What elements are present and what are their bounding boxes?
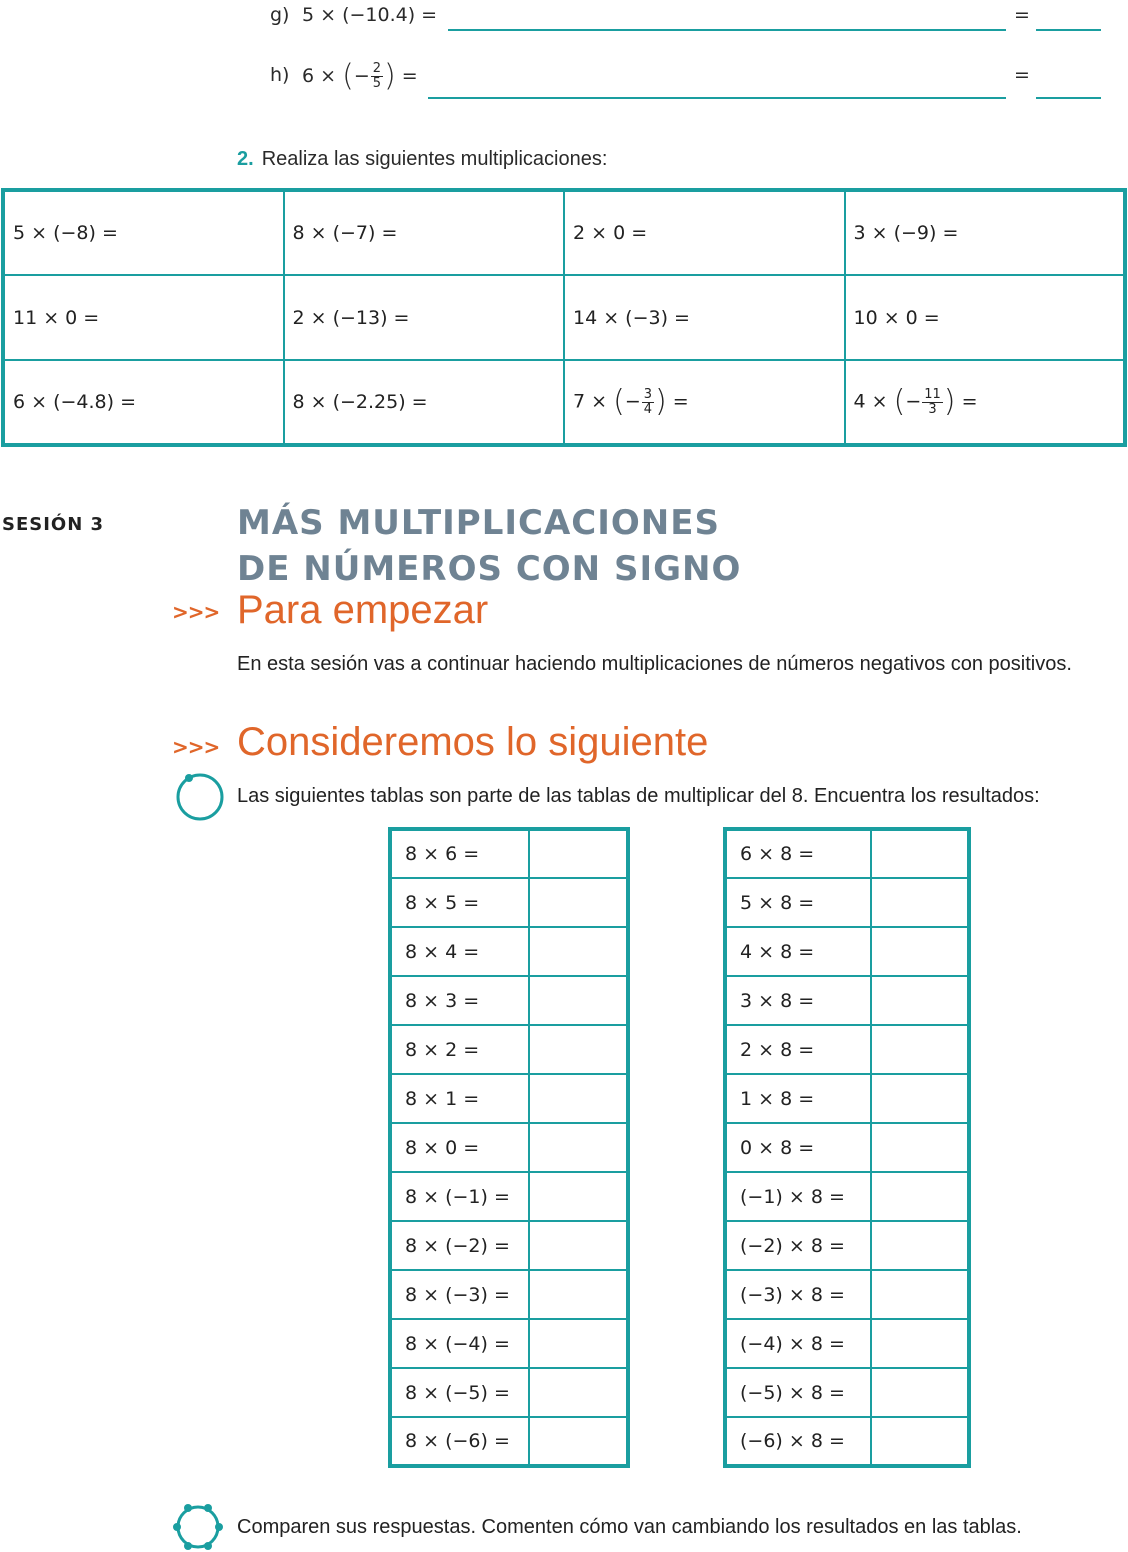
table-row xyxy=(390,1025,628,1074)
table-cell[interactable]: 2 × (−13) = xyxy=(284,275,565,360)
answer-cell[interactable] xyxy=(529,1221,628,1270)
exercise-2-heading xyxy=(237,148,607,171)
multiplication-question: 8 × 5 = xyxy=(390,878,529,927)
multiplication-question: 1 × 8 = xyxy=(725,1074,871,1123)
answer-cell[interactable] xyxy=(871,1270,969,1319)
table-row xyxy=(390,1319,628,1368)
multiplication-question: (−1) × 8 = xyxy=(725,1172,871,1221)
group-circle-icon xyxy=(170,1502,226,1552)
answer-cell[interactable] xyxy=(529,927,628,976)
fraction xyxy=(371,62,383,91)
exercise-g-answer-line[interactable] xyxy=(448,29,1006,31)
cell-after: = xyxy=(672,390,689,413)
exercise-h-result-line[interactable] xyxy=(1036,97,1101,99)
para-empezar-text: En esta sesión vas a continuar haciendo multiplicaciones de números negativos con positivos. xyxy=(237,653,1072,675)
answer-cell[interactable] xyxy=(871,927,969,976)
table-row xyxy=(725,1074,969,1123)
consideremos-heading: Consideremos lo siguiente xyxy=(237,720,709,764)
exercise-h-expression xyxy=(302,56,418,96)
exercise-2-table xyxy=(1,188,1127,447)
close-paren: ) xyxy=(655,384,667,419)
table-row xyxy=(725,927,969,976)
answer-cell[interactable] xyxy=(871,1123,969,1172)
answer-cell[interactable] xyxy=(529,1368,628,1417)
close-paren: ) xyxy=(943,384,956,419)
table-row xyxy=(390,976,628,1025)
table-row xyxy=(725,1270,969,1319)
table-row xyxy=(725,1025,969,1074)
exercise-number: 2. xyxy=(237,148,254,170)
table-row xyxy=(725,1123,969,1172)
multiplication-question: 8 × (−3) = xyxy=(390,1270,529,1319)
session-title-line-2: DE NÚMEROS CON SIGNO xyxy=(237,549,742,589)
multiplication-table-left xyxy=(388,827,630,1468)
table-cell[interactable]: 14 × (−3) = xyxy=(564,275,845,360)
fraction-numerator: 11 xyxy=(924,386,941,402)
consideremos-arrows: >>> xyxy=(172,735,220,759)
table-row xyxy=(3,275,1125,360)
table-cell[interactable]: 8 × (−2.25) = xyxy=(284,360,565,445)
answer-cell[interactable] xyxy=(871,829,969,878)
answer-cell[interactable] xyxy=(871,976,969,1025)
answer-cell[interactable] xyxy=(529,1417,628,1466)
answer-cell[interactable] xyxy=(871,1172,969,1221)
multiplication-question: 8 × 0 = xyxy=(390,1123,529,1172)
table-row xyxy=(390,1123,628,1172)
answer-cell[interactable] xyxy=(529,1123,628,1172)
minus-sign: − xyxy=(624,390,641,413)
table-cell[interactable]: 3 × (−9) = xyxy=(845,190,1126,275)
answer-cell[interactable] xyxy=(529,878,628,927)
table-row xyxy=(725,1319,969,1368)
table-cell-fraction[interactable] xyxy=(564,360,845,445)
exercise-h-after: = xyxy=(401,65,418,87)
open-paren: ( xyxy=(893,384,906,419)
close-paren: ) xyxy=(384,58,396,94)
table-row xyxy=(3,190,1125,275)
multiplication-question: (−2) × 8 = xyxy=(725,1221,871,1270)
table-row xyxy=(725,1417,969,1466)
multiplication-question: 8 × 6 = xyxy=(390,829,529,878)
multiplication-question: 8 × (−6) = xyxy=(390,1417,529,1466)
multiplication-question: 8 × 2 = xyxy=(390,1025,529,1074)
minus-sign: − xyxy=(353,65,370,87)
answer-cell[interactable] xyxy=(871,1417,969,1466)
table-cell-fraction[interactable] xyxy=(845,360,1126,445)
answer-cell[interactable] xyxy=(529,976,628,1025)
exercise-g-label: g) xyxy=(270,4,290,26)
multiplication-table-right xyxy=(723,827,971,1468)
table-row xyxy=(390,1074,628,1123)
table-row xyxy=(725,829,969,878)
multiplication-question: 5 × 8 = xyxy=(725,878,871,927)
exercise-h-label: h) xyxy=(270,64,290,86)
exercise-h-left: 6 × xyxy=(302,65,337,87)
multiplication-question: 8 × 3 = xyxy=(390,976,529,1025)
fraction-denominator: 5 xyxy=(372,76,382,91)
multiplication-question: 8 × (−5) = xyxy=(390,1368,529,1417)
fraction-denominator: 3 xyxy=(928,401,937,417)
table-row xyxy=(3,360,1125,445)
table-row xyxy=(390,1221,628,1270)
exercise-instruction: Realiza las siguientes multiplicaciones: xyxy=(261,148,608,170)
multiplication-question: 8 × (−2) = xyxy=(390,1221,529,1270)
cell-left: 4 × xyxy=(853,390,888,413)
footer-text: Comparen sus respuestas. Comenten cómo van cambiando los resultados en las tablas. xyxy=(237,1516,1022,1538)
multiplication-question: (−6) × 8 = xyxy=(725,1417,871,1466)
cell-after: = xyxy=(961,390,978,413)
table-row xyxy=(725,976,969,1025)
multiplication-question: 4 × 8 = xyxy=(725,927,871,976)
single-circle-icon xyxy=(174,771,226,823)
table-cell[interactable]: 2 × 0 = xyxy=(564,190,845,275)
answer-cell[interactable] xyxy=(529,1319,628,1368)
multiplication-question: (−5) × 8 = xyxy=(725,1368,871,1417)
answer-cell[interactable] xyxy=(871,1319,969,1368)
multiplication-question: (−3) × 8 = xyxy=(725,1270,871,1319)
session-title xyxy=(237,500,741,592)
answer-cell[interactable] xyxy=(529,829,628,878)
cell-left: 7 × xyxy=(573,390,608,413)
table-row xyxy=(390,1172,628,1221)
table-cell[interactable]: 5 × (−8) = xyxy=(3,190,284,275)
consideremos-text: Las siguientes tablas son parte de las tablas de multiplicar del 8. Encuentra los resultados: xyxy=(237,785,1040,807)
multiplication-question: 3 × 8 = xyxy=(725,976,871,1025)
multiplication-question: 8 × 4 = xyxy=(390,927,529,976)
para-empezar-heading: Para empezar xyxy=(237,588,489,632)
multiplication-question: 0 × 8 = xyxy=(725,1123,871,1172)
table-row xyxy=(725,1172,969,1221)
table-row xyxy=(390,927,628,976)
table-row xyxy=(390,878,628,927)
multiplication-question: 8 × (−1) = xyxy=(390,1172,529,1221)
answer-cell[interactable] xyxy=(871,1074,969,1123)
session-title-line-1: MÁS MULTIPLICACIONES xyxy=(237,503,720,543)
table-row xyxy=(725,1221,969,1270)
answer-cell[interactable] xyxy=(871,878,969,927)
answer-cell[interactable] xyxy=(529,1270,628,1319)
answer-cell[interactable] xyxy=(871,1221,969,1270)
fraction xyxy=(922,388,943,417)
exercise-h-answer-line[interactable] xyxy=(428,97,1006,99)
fraction-denominator: 4 xyxy=(643,401,653,417)
multiplication-question: 8 × (−4) = xyxy=(390,1319,529,1368)
table-cell[interactable]: 6 × (−4.8) = xyxy=(3,360,284,445)
table-row xyxy=(390,1270,628,1319)
fraction xyxy=(642,388,654,417)
answer-cell[interactable] xyxy=(529,1074,628,1123)
exercise-h-equals: = xyxy=(1014,64,1030,86)
table-row xyxy=(725,878,969,927)
table-row xyxy=(725,1368,969,1417)
table-cell[interactable]: 8 × (−7) = xyxy=(284,190,565,275)
multiplication-question: 8 × 1 = xyxy=(390,1074,529,1123)
para-empezar-arrows: >>> xyxy=(172,600,220,624)
multiplication-question: (−4) × 8 = xyxy=(725,1319,871,1368)
exercise-g-expression: 5 × (−10.4) = xyxy=(302,4,438,26)
exercise-g-result-line[interactable] xyxy=(1036,29,1101,31)
answer-cell[interactable] xyxy=(871,1025,969,1074)
multiplication-question: 2 × 8 = xyxy=(725,1025,871,1074)
table-cell[interactable]: 11 × 0 = xyxy=(3,275,284,360)
table-cell[interactable]: 10 × 0 = xyxy=(845,275,1126,360)
table-row xyxy=(390,1417,628,1466)
table-row xyxy=(390,1368,628,1417)
multiplication-question: 6 × 8 = xyxy=(725,829,871,878)
fraction-numerator: 2 xyxy=(372,61,382,76)
open-paren: ( xyxy=(342,58,354,94)
exercise-g-equals: = xyxy=(1014,4,1030,26)
minus-sign: − xyxy=(905,390,922,413)
answer-cell[interactable] xyxy=(871,1368,969,1417)
answer-cell[interactable] xyxy=(529,1172,628,1221)
table-row xyxy=(390,829,628,878)
open-paren: ( xyxy=(613,384,625,419)
session-label: SESIÓN 3 xyxy=(2,514,105,535)
fraction-numerator: 3 xyxy=(643,386,653,402)
answer-cell[interactable] xyxy=(529,1025,628,1074)
